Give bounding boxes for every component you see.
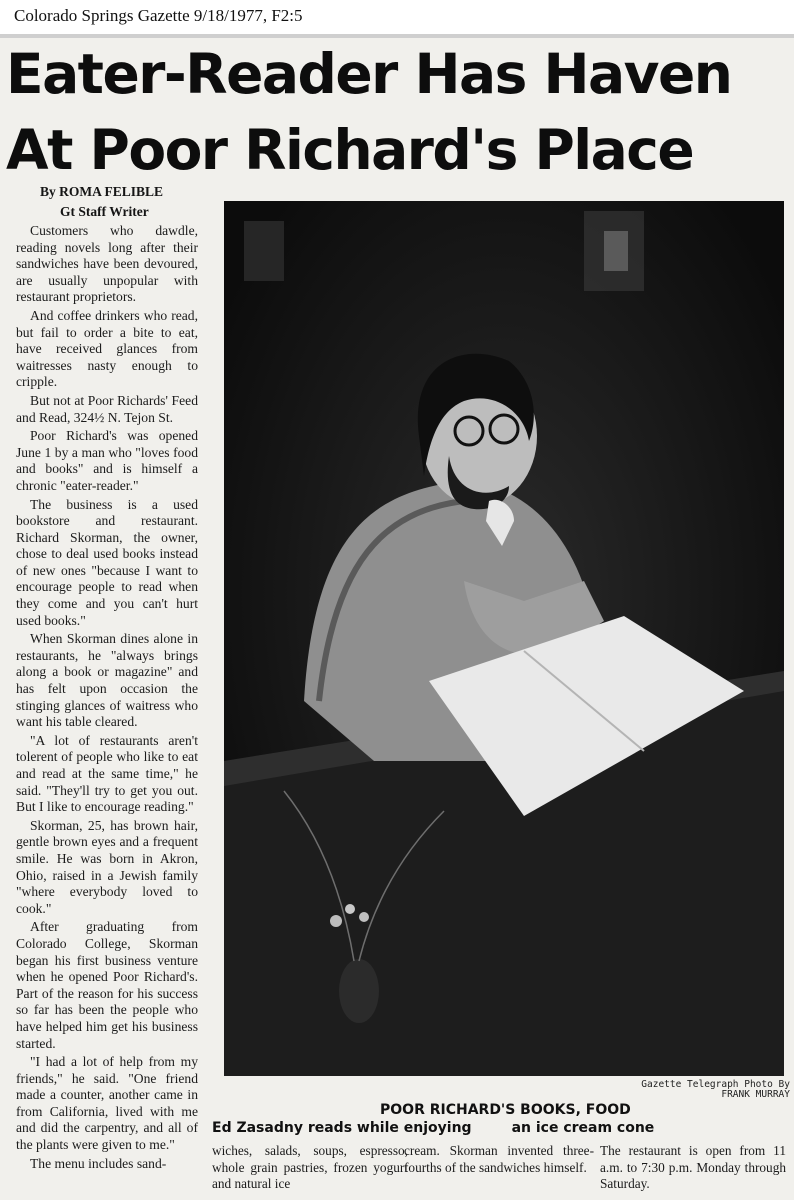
paragraph: When Skorman dines alone in restaurants, he "always brings along a book or magazine" and has felt upon occasion the stinging glances of waitress who want his table cleared.	[16, 631, 198, 730]
article-column-3	[404, 1143, 594, 1176]
paragraph: The business is a used bookstore and restaurant. Richard Skorman, the owner, chose to deal used books instead of new ones "because I want to encourage people to read when they come and you can't hurt used books."	[16, 496, 198, 628]
article-column-2	[212, 1143, 408, 1193]
caption-sub-right: an ice cream cone	[511, 1120, 655, 1136]
headline-line-1: Eater-Reader Has Haven	[6, 42, 732, 106]
byline: By ROMA FELIBLE	[40, 184, 164, 199]
staff-line: Gt Staff Writer	[60, 204, 149, 219]
paragraph: cream. Skorman invented three-fourths of the sandwiches himself.	[404, 1143, 594, 1175]
photo-illustration	[224, 201, 784, 1076]
paragraph: The menu includes sand-	[30, 1155, 167, 1171]
paragraph: "I had a lot of help from my friends," he said. "One friend made a counter, another came in from California, lived with me and did the carpentry, and all of the plants were given to me."	[16, 1054, 198, 1153]
clipping-top-edge	[0, 34, 794, 38]
paragraph: Poor Richard's was opened June 1 by a man who "loves food and books" and is himself a chronic "eater-reader."	[16, 428, 198, 493]
paragraph: Skorman, 25, has brown hair, gentle brown eyes and a frequent smile. He was born in Akron, Ohio, raised in a Jewish family "where everybody loved to cook."	[16, 817, 198, 916]
paragraph: wiches, salads, soups, espresso, whole grain pastries, frozen yogurt and natural ice	[212, 1143, 408, 1191]
article-column-1	[16, 223, 198, 1174]
paragraph: The restaurant is open from 11 a.m. to 7:30 p.m. Monday through Saturday.	[600, 1143, 786, 1191]
paragraph: Customers who dawdle, reading novels long after their sandwiches have been devoured, are usually unpopular with restaurant proprietors.	[16, 223, 198, 305]
paragraph: After graduating from Colorado College, Skorman began his first business venture when he opened Poor Richard's. Part of the reason for his success so far has been the people who have helped him get his business started.	[16, 919, 198, 1051]
caption-subtitle	[212, 1120, 654, 1136]
caption-sub-left: Ed Zasadny reads while enjoying	[212, 1120, 472, 1136]
article-column-4	[600, 1143, 786, 1193]
paragraph: "A lot of restaurants aren't tolerent of people who like to eat and read at the same time," he said. "They'll try to get you out. But I like to encourage reading."	[16, 732, 198, 815]
photo-credit	[600, 1080, 790, 1100]
source-label: Colorado Springs Gazette 9/18/1977, F2:5	[14, 6, 303, 25]
photo-credit-line-1: Gazette Telegraph Photo By	[641, 1079, 790, 1090]
paragraph: And coffee drinkers who read, but fail to order a bite to eat, have received glances from waitresses nasty enough to cripple.	[16, 307, 198, 390]
news-photo	[224, 201, 784, 1076]
paragraph: But not at Poor Richards' Feed and Read, 324½ N. Tejon St.	[16, 392, 198, 425]
caption-title: POOR RICHARD'S BOOKS, FOOD	[380, 1102, 631, 1118]
photo-credit-line-2: FRANK MURRAY	[721, 1089, 790, 1100]
headline-line-2: At Poor Richard's Place	[6, 118, 694, 182]
